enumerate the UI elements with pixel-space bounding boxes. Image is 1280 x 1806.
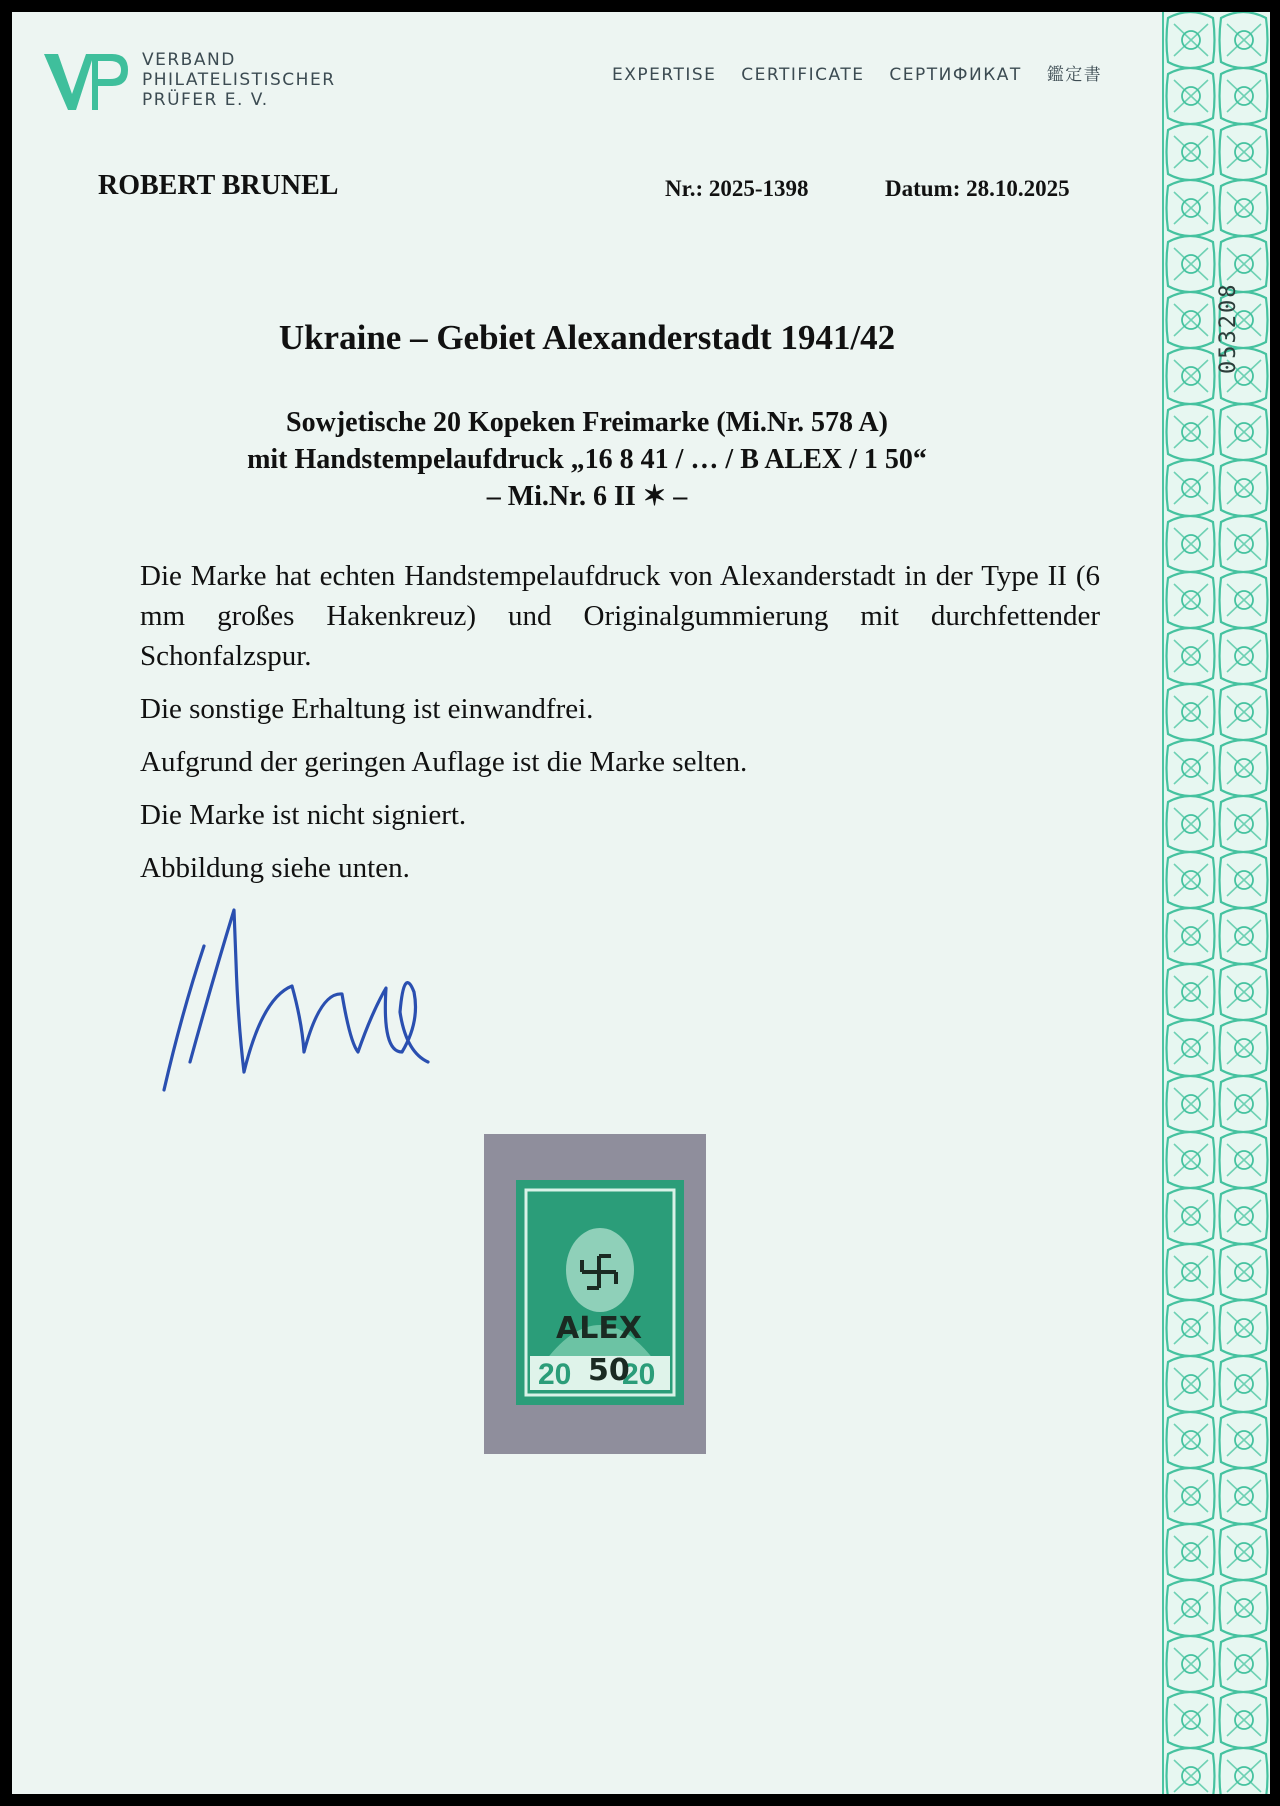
stamp-illustration xyxy=(516,1180,684,1405)
title-expertise: EXPERTISE xyxy=(612,65,717,85)
organization-name xyxy=(142,50,336,110)
signature xyxy=(152,902,452,1107)
stamp-overprint-bottom: 50 xyxy=(588,1353,630,1388)
certificate-text xyxy=(140,556,1100,901)
paragraph-condition: Die sonstige Erhaltung ist einwandfrei. xyxy=(140,693,594,725)
border-pattern xyxy=(1164,12,1270,1794)
expert-name: ROBERT BRUNEL xyxy=(98,170,339,201)
paragraph-illustration: Abbildung siehe unten. xyxy=(140,852,410,884)
stamp-value-right: 20 xyxy=(622,1358,656,1391)
paragraph-description: Die Marke hat echten Handstempelaufdruck von Alexanderstadt in der Type II (6 mm großes Hakenkreuz) und Originalgummierung mit durchfettender Schonfalzspur. xyxy=(140,560,1100,672)
certificate-page xyxy=(12,12,1268,1794)
vp-logo-icon xyxy=(42,48,132,114)
serial-number: 053208 xyxy=(1216,282,1241,374)
title-certificate: CERTIFICATE xyxy=(741,65,865,85)
certificate-titles xyxy=(612,60,1120,85)
org-line-3: PRÜFER E. V. xyxy=(142,90,269,110)
subtitle-line-1: Sowjetische 20 Kopeken Freimarke (Mi.Nr. 578 A) xyxy=(286,407,888,438)
signature-icon xyxy=(152,902,452,1102)
stamp-image xyxy=(516,1180,684,1405)
certificate-date: Datum: 28.10.2025 xyxy=(885,176,1070,201)
paragraph-signed: Die Marke ist nicht signiert. xyxy=(140,799,467,831)
vp-logo xyxy=(42,48,132,119)
certificate-title: Ukraine – Gebiet Alexanderstadt 1941/42 xyxy=(278,318,896,357)
certificate-number: Nr.: 2025-1398 xyxy=(665,176,809,201)
org-line-1: VERBAND xyxy=(142,50,236,70)
certificate-subtitle xyxy=(12,404,1162,515)
paragraph-rarity: Aufgrund der geringen Auflage ist die Marke selten. xyxy=(140,746,748,778)
subtitle-line-3: – Mi.Nr. 6 II ✶ – xyxy=(486,481,688,512)
subtitle-line-2: mit Handstempelaufdruck „16 8 41 / … / B ALEX / 1 50“ xyxy=(247,444,927,475)
decorative-border xyxy=(1162,12,1270,1794)
org-line-2: PHILATELISTISCHER xyxy=(142,70,336,90)
title-russian: СЕРТИФИКАТ xyxy=(889,65,1022,85)
stamp-value-left: 20 xyxy=(538,1358,572,1391)
stamp-overprint: ALEX xyxy=(556,1311,642,1346)
title-japanese: 鑑定書 xyxy=(1046,65,1103,85)
